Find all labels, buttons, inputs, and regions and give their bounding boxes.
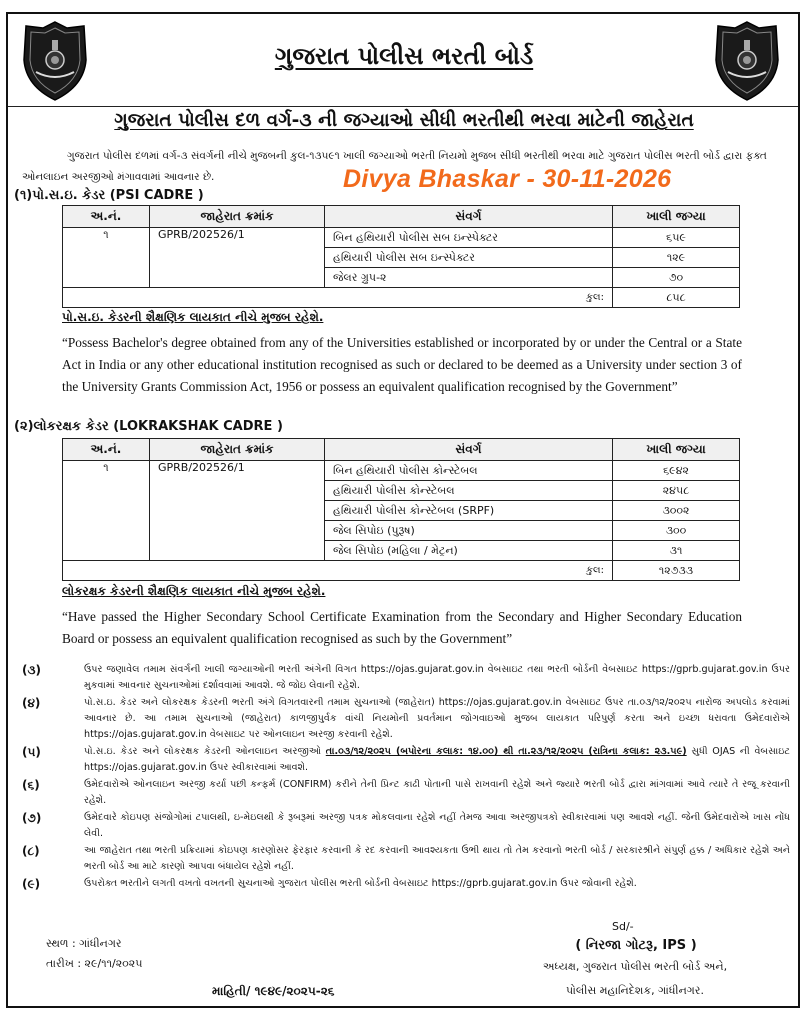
- reference-number: માહિતી/ ૧૯૪૯/૨૦૨૫-૨૬: [212, 984, 335, 998]
- cadre-cell: બિન હથિયારી પોલીસ કોન્સ્ટેબલ: [325, 461, 613, 481]
- item-text: ઉમેદવારે કોઇપણ સંજોગોમાં ટપાલથી, ઇ-મેઇલથી કે રૂબરૂમાં અરજી પત્રક મોકલવાના રહેશે નહીં તેમજ આવા અરજીપત્રકો સ્વીકારવામાં પણ આવશે નહીં. જેની ઉમેદવારોએ ખાસ નોંધ લેવી.: [84, 812, 790, 839]
- item-text: ઉપરોક્ત ભરતીને લગતી વખતો વખતની સુચનાઓ ગુજરાત પોલીસ ભરતી બોર્ડની વેબસાઇટ https://gprb.gujarat.gov.in ઉપર જોવાની રહેશે.: [84, 878, 637, 889]
- item-text: [84, 744, 790, 776]
- application-window-dates: તા.૦૩/૧૨/૨૦૨૫ (બપોરના કલાક: ૧૪.૦૦) થી તા.૨૩/૧૨/૨૦૨૫ (રાત્રિના કલાક: ૨૩.૫૯): [325, 746, 687, 757]
- list-item: [20, 744, 790, 776]
- table-row: [63, 228, 740, 248]
- item-text-post: સુધી OJAS ની વેબસાઇટ https://ojas.gujarat.gov.in ઉપર સ્વીકારવામાં આવશે.: [84, 746, 791, 773]
- total-value: ૮૫૮: [613, 288, 740, 308]
- intro-paragraph: ગુજરાત પોલીસ દળમાં વર્ગ-૩ સંવર્ગની નીચે મુજબની કુલ-૧૩૫૯૧ ખાલી જગ્યાઓ ભરતી નિયમો મુજબ સીધી ભરતીથી ભરવા માટે ગુજરાત પોલીસ ભરતી બોર્ડ દ્વારા ફક્ત ઓનલાઇન અરજીઓ મંગાવવામાં આવનાર છે.: [22, 150, 767, 183]
- list-item: [20, 695, 790, 743]
- signatory-role-line2: પોલીસ મહાનિદેશક, ગાંધીનગર.: [566, 984, 704, 997]
- table-header-row: [63, 439, 740, 461]
- col-advt-no: જાહેરાત ક્રમાંક: [150, 439, 325, 461]
- serial-cell: ૧: [63, 228, 150, 288]
- cadre-cell: જેલ સિપોઇ (પુરૂષ): [325, 521, 613, 541]
- item-number: (૪): [22, 696, 41, 710]
- lrd-qualification-text: “Have passed the Higher Secondary School Certificate Examination from the Secondary and Higher Secondary Education Board or possess an equivalent qualification recognised as such by the Government”: [62, 609, 742, 646]
- cadre-cell: હથિયારી પોલીસ કોન્સ્ટેબલ: [325, 481, 613, 501]
- instructions-list: [20, 662, 790, 893]
- col-cadre: સંવર્ગ: [325, 439, 613, 461]
- item-text: ઉપર જણાવેલ તમામ સંવર્ગની ખાલી જગ્યાઓની ભરતી અંગેની વિગત https://ojas.gujarat.gov.in વેબસાઇટ તથા ભરતી બોર્ડની વેબસાઇટ https://gprb.gujarat.gov.in ઉપર મુકવામાં આવનાર સુચનાઓમાં દર્શાવવામાં આવશે. જે જોઇ લેવાની રહેશે.: [84, 664, 790, 691]
- vacancy-cell: ૩૦૦૨: [613, 501, 740, 521]
- table-header-row: [63, 206, 740, 228]
- signed-mark: Sd/-: [612, 920, 634, 933]
- board-title: ગુજરાત પોલીસ ભરતી બોર્ડ: [274, 42, 534, 70]
- place-of-issue: સ્થળ : ગાંધીનગર: [46, 937, 122, 950]
- psi-qualification-text: “Possess Bachelor's degree obtained from any of the Universities established or incorporated by or under the Central or a State Act in India or any other educational institution recognised as such or declared to be deemed as a University under section 3 of the University Grants Commission Act, 1956 or possess an equivalent qualification recognised by the Government”: [62, 335, 742, 394]
- vacancy-cell: ૭૦: [613, 268, 740, 288]
- list-item: [20, 843, 790, 875]
- advt-no-cell: GPRB/202526/1: [150, 461, 325, 561]
- col-cadre: સંવર્ગ: [325, 206, 613, 228]
- item-number: (૮): [22, 844, 40, 858]
- total-row: [63, 288, 740, 308]
- item-text: ઉમેદવારોએ ઓનલાઇન અરજી કર્યા પછી કન્ફર્મ (CONFIRM) કરીને તેની પ્રિન્ટ કાઢી પોતાની પાસે રાખવાની રહેશે અને જ્યારે ભરતી બોર્ડ દ્વારા માંગવામાં આવે ત્યારે તે રજૂ કરવાની રહેશે.: [84, 779, 790, 806]
- total-label: કુલ:: [63, 561, 613, 581]
- vacancy-cell: ૬૯૪૨: [613, 461, 740, 481]
- col-vacancies: ખાલી જગ્યા: [613, 206, 740, 228]
- source-watermark: Divya Bhaskar - 30-11-2026: [343, 165, 672, 193]
- vacancy-cell: ૨૪૫૮: [613, 481, 740, 501]
- signatory-role-line1: અધ્યક્ષ, ગુજરાત પોલીસ ભરતી બોર્ડ અને,: [542, 960, 728, 973]
- item-text: આ જાહેરાત તથા ભરતી પ્રક્રિયામાં કોઇપણ કારણોસર ફેરફાર કરવાની કે રદ કરવાની આવશ્યકતા ઉભી થાય તો તેમ કરવાનો ભરતી બોર્ડ / સરકારશ્રીને સંપુર્ણ હક્ક / અધિકાર રહેશે અને ભરતી બોર્ડ આ માટે કારણો આપવા બંધાયેલ રહેશે નહીં.: [84, 845, 790, 872]
- lrd-vacancy-table: [62, 438, 740, 581]
- cadre-cell: જેલ સિપોઇ (મહિલા / મેટ્રન): [325, 541, 613, 561]
- vacancy-cell: ૩૧: [613, 541, 740, 561]
- cadre-cell: બિન હથિયારી પોલીસ સબ ઇન્સ્પેક્ટર: [325, 228, 613, 248]
- item-text-pre: પો.સ.ઇ. કેડર અને લોકરક્ષક કેડરની ઓનલાઇન અરજીઓ: [84, 746, 326, 757]
- serial-cell: ૧: [63, 461, 150, 561]
- item-number: (૫): [22, 745, 41, 759]
- list-item: [20, 662, 790, 694]
- lrd-cadre-heading: (૨)લોકરક્ષક કેડર (LOKRAKSHAK CADRE ): [14, 419, 283, 434]
- list-item: [20, 777, 790, 809]
- signatory-name: ( નિરજા ગોટરૂ, IPS ): [575, 938, 697, 953]
- col-vacancies: ખાલી જગ્યા: [613, 439, 740, 461]
- psi-qualification-heading: પો.સ.ઇ. કેડરની શૈક્ષણિક લાયકાત નીચે મુજબ રહેશે.: [62, 310, 324, 324]
- item-number: (૩): [22, 663, 41, 677]
- cadre-cell: હથિયારી પોલીસ કોન્સ્ટેબલ (SRPF): [325, 501, 613, 521]
- col-serial: અ.નં.: [63, 206, 150, 228]
- vacancy-cell: ૧૨૯: [613, 248, 740, 268]
- total-value: ૧૨૭૩૩: [613, 561, 740, 581]
- advt-no-cell: GPRB/202526/1: [150, 228, 325, 288]
- psi-cadre-heading: (૧)પો.સ.ઇ. કેડર (PSI CADRE ): [14, 188, 204, 203]
- vacancy-cell: ૬૫૯: [613, 228, 740, 248]
- item-number: (૭): [22, 811, 42, 825]
- notice-title: ગુજરાત પોલીસ દળ વર્ગ-૩ ની જગ્યાઓ સીધી ભરતીથી ભરવા માટેની જાહેરાત: [114, 110, 694, 131]
- psi-vacancy-table: [62, 205, 740, 308]
- table-row: [63, 461, 740, 481]
- total-row: [63, 561, 740, 581]
- col-serial: અ.નં.: [63, 439, 150, 461]
- issue-date: તારીખ : ૨૯/૧૧/૨૦૨૫: [46, 957, 143, 970]
- lrd-qualification-heading: લોકરક્ષક કેડરની શૈક્ષણિક લાયકાત નીચે મુજબ રહેશે.: [62, 584, 326, 598]
- list-item: [20, 876, 790, 892]
- item-number: (૯): [22, 877, 41, 891]
- header-divider: [8, 106, 798, 107]
- cadre-cell: જેલર ગ્રુપ-૨: [325, 268, 613, 288]
- vacancy-cell: ૩૦૦: [613, 521, 740, 541]
- list-item: [20, 810, 790, 842]
- cadre-cell: હથિયારી પોલીસ સબ ઇન્સ્પેક્ટર: [325, 248, 613, 268]
- item-number: (૬): [22, 778, 40, 792]
- item-text: પો.સ.ઇ. કેડર અને લોકરક્ષક કેડરની ભરતી અંગે વિગતવારની તમામ સુચનાઓ (જાહેરાત) https://ojas.gujarat.gov.in વેબસાઇટ ઉપર તા.૦૩/૧૨/૨૦૨૫ નારોજ અપલોડ કરવામાં આવનાર છે. આ તમામ સુચનાઓ (જાહેરાત) કાળજીપુર્વક વાંચી નિયમોની પ્રવર્તમાન જોગવાઇઓ મુજબ લાયકાત પરિપુર્ણ કરતા અને ઇચ્છા ધરાવતા ઉમેદવારોએ https://ojas.gujarat.gov.in વેબસાઇટ પર ઓનલાઇન અરજી કરવાની રહેશે.: [84, 697, 790, 740]
- col-advt-no: જાહેરાત ક્રમાંક: [150, 206, 325, 228]
- total-label: કુલ:: [63, 288, 613, 308]
